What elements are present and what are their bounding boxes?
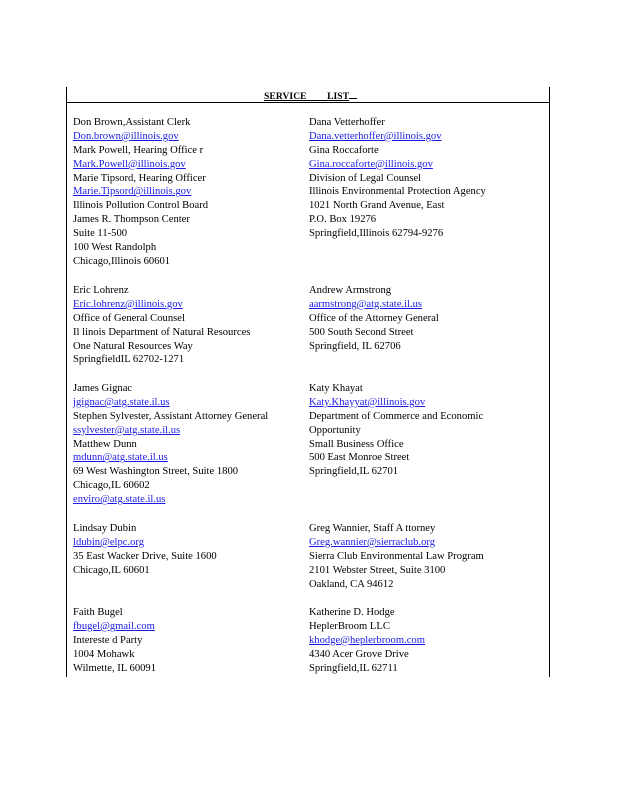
address-line: Wilmette, IL 60091 <box>73 662 157 674</box>
header-divider <box>66 102 550 103</box>
address-line: Opportunity <box>309 424 361 436</box>
address-line: Springfield,Illinois 62794-9276 <box>309 228 444 240</box>
service-entry <box>309 522 484 591</box>
address-line: Il linois Department of Natural Resources <box>73 326 251 338</box>
address-line: Andrew Armstrong <box>309 285 392 296</box>
email-link[interactable]: mdunn@atg.state.il.us <box>73 452 168 464</box>
service-entry <box>73 382 268 507</box>
address-line: Katherine D. Hodge <box>309 607 395 618</box>
address-line: Illinois Pollution Control Board <box>73 200 209 212</box>
email-link[interactable]: aarmstrong@atg.state.il.us <box>309 298 423 310</box>
address-line: Illinois Environmental Protection Agency <box>309 186 486 198</box>
address-line: Small Business Office <box>309 438 404 450</box>
address-line: Don Brown,Assistant Clerk <box>73 117 191 128</box>
address-line: Office of General Counsel <box>73 312 185 324</box>
address-line: 500 South Second Street <box>309 326 414 338</box>
service-entry <box>309 284 439 353</box>
address-line: Chicago,IL 60601 <box>73 564 150 576</box>
address-line: SpringfieldIL 62702-1271 <box>73 354 185 366</box>
address-line: Suite 11-500 <box>73 228 128 240</box>
address-line: One Natural Resources Way <box>73 340 193 352</box>
service-entry <box>73 522 217 578</box>
address-line: Springfield,IL 62701 <box>309 466 399 478</box>
address-line: Matthew Dunn <box>73 438 137 450</box>
service-entry <box>73 116 208 269</box>
address-line: Faith Bugel <box>73 607 123 618</box>
address-line: Marie Tipsord, Hearing Officer <box>73 172 206 184</box>
address-line: HeplerBroom LLC <box>309 620 390 632</box>
address-line: Dana Vetterhoffer <box>309 117 385 128</box>
address-line: 1004 Mohawk <box>73 648 135 660</box>
service-entry <box>73 606 156 675</box>
address-line: James R. Thompson Center <box>73 214 190 226</box>
left-border <box>66 87 67 677</box>
address-line: Division of Legal Counsel <box>309 172 422 184</box>
address-line: 500 East Monroe Street <box>309 452 410 464</box>
address-line: Katy Khayat <box>309 383 363 394</box>
address-line: Mark Powell, Hearing Office r <box>73 144 204 156</box>
service-entry <box>73 284 250 367</box>
service-entry <box>309 116 486 241</box>
email-link[interactable]: Katy.Khayyat@illinois.gov <box>309 396 426 408</box>
address-line: 4340 Acer Grove Drive <box>309 648 409 660</box>
address-line: Department of Commerce and Economic <box>309 410 484 422</box>
address-line: 69 West Washington Street, Suite 1800 <box>73 466 239 478</box>
address-line: 100 West Randolph <box>73 242 157 254</box>
address-line: Office of the Attorney General <box>309 312 439 324</box>
address-line: Springfield, IL 62706 <box>309 340 401 352</box>
email-link[interactable]: fbugel@gmail.com <box>73 620 155 632</box>
address-line: 35 East Wacker Drive, Suite 1600 <box>73 550 217 562</box>
email-link[interactable]: ldubin@elpc.org <box>73 536 145 548</box>
right-border <box>549 87 550 677</box>
address-line: Greg Wannier, Staff A ttorney <box>309 523 436 534</box>
address-line: Chicago,IL 60602 <box>73 480 150 492</box>
service-entry <box>309 382 483 479</box>
address-line: Gina Roccaforte <box>309 144 379 156</box>
address-line: Oakland, CA 94612 <box>309 578 394 590</box>
email-link[interactable]: Gina.roccaforte@illinois.gov <box>309 158 433 170</box>
address-line: 2101 Webster Street, Suite 3100 <box>309 564 446 576</box>
service-entry <box>309 606 425 675</box>
email-link[interactable]: Marie.Tipsord@illinois.gov <box>73 186 192 198</box>
address-line: Sierra Club Environmental Law Program <box>309 550 484 562</box>
email-link[interactable]: ssylvester@atg.state.il.us <box>73 424 181 436</box>
address-line: Lindsay Dubin <box>73 523 137 534</box>
email-link[interactable]: Eric.lohrenz@illinois.gov <box>73 298 183 310</box>
address-line: P.O. Box 19276 <box>309 214 377 226</box>
email-link[interactable]: Greg.wannier@sierraclub.org <box>309 536 436 548</box>
page-title: SERVICE LIST <box>264 88 357 102</box>
email-link[interactable]: Dana.vetterhoffer@illinois.gov <box>309 130 442 142</box>
email-link[interactable]: Mark.Powell@illinois.gov <box>73 158 186 170</box>
email-link[interactable]: jgignac@atg.state.il.us <box>73 396 170 408</box>
address-line: Chicago,Illinois 60601 <box>73 255 171 267</box>
address-line: Stephen Sylvester, Assistant Attorney General <box>73 410 269 422</box>
email-link[interactable]: enviro@atg.state.il.us <box>73 494 166 506</box>
email-link[interactable]: Don.brown@illinois.gov <box>73 130 179 142</box>
address-line: Intereste d Party <box>73 634 143 646</box>
email-link[interactable]: khodge@heplerbroom.com <box>309 634 425 646</box>
address-line: Eric Lohrenz <box>73 285 129 296</box>
address-line: Springfield,IL 62711 <box>309 662 398 674</box>
address-line: James Gignac <box>73 383 133 394</box>
address-line: 1021 North Grand Avenue, East <box>309 200 445 212</box>
